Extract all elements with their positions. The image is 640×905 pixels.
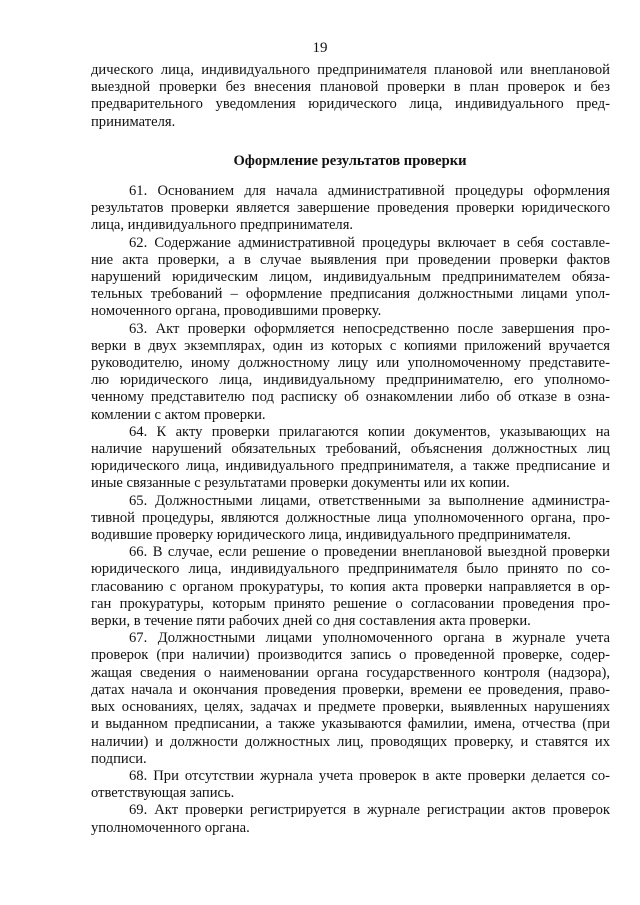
text-line: ган прокуратуры, которым принято решение о согласовании проведения про- [91, 595, 610, 612]
text-line: юридического лица, индивидуального предпринимателя, а также предписание и [91, 458, 610, 475]
page-number: 19 [312, 40, 328, 56]
text-line: 61. Основанием для начала административной процедуры оформления [129, 183, 610, 199]
text-line: дического лица, индивидуального предпринимателя плановой или внеплановой [91, 62, 610, 78]
text-line: наличие нарушений обязательных требований, объяснения должностных лиц [91, 441, 610, 458]
text-line: 64. К акту проверки прилагаются копии документов, указывающих на [129, 423, 610, 440]
text-line: 63. Акт проверки оформляется непосредственно после завершения про- [129, 320, 610, 337]
text-line: 67. Должностными лицами уполномоченного органа в журнале учета [129, 630, 610, 647]
paragraph [91, 544, 610, 630]
text-line: иные связанные с результатами проверки документы или их копии. [91, 475, 510, 492]
text-line: комлении с актом проверки. [91, 406, 266, 423]
paragraph [91, 424, 610, 493]
section-heading: Оформление результатов проверки [233, 153, 467, 169]
text-line: номоченного органа, проводившими проверку. [91, 303, 382, 320]
paragraph [91, 802, 610, 836]
text-line: ченному представителю под расписку об ознакомлении либо об отказе в озна- [91, 389, 610, 406]
text-line: ние акта проверки, а в случае выявления при проведении проверки фактов [91, 251, 610, 268]
text-line: гласованию с органом прокуратуры, то копия акта проверки направляется в ор- [91, 578, 610, 595]
text-line: датах начала и окончания проведения проверки, времени ее проведения, право- [91, 681, 610, 698]
text-line: подписи. [91, 750, 147, 767]
text-line: лица, индивидуального предпринимателя. [91, 217, 354, 234]
text-line: уполномоченного органа. [91, 819, 250, 836]
text-line: 66. В случае, если решение о проведении внеплановой выездной проверки [129, 544, 610, 561]
text-line: верки в двух экземплярах, один из которых с копиями приложений вручается [91, 337, 610, 354]
text-line: результатов проверки является завершение проведения проверки юридического [91, 200, 610, 217]
text-line: тельных требований – оформление предписания должностными лицами упол- [91, 286, 610, 303]
text-line: предварительного уведомления юридического лица, индивидуального пред- [91, 96, 610, 113]
text-line: жащая сведения о наименовании органа государственного контроля (надзора), [91, 664, 610, 681]
text-line: проверок (при наличии) производится запись о проведенной проверке, содер- [91, 647, 610, 664]
intro-paragraph [91, 62, 610, 131]
section-body [91, 183, 610, 837]
text-line: нарушений юридическим лицом, индивидуальным предпринимателем обяза- [91, 269, 610, 286]
text-line: принимателя. [91, 113, 176, 130]
text-line: 65. Должностными лицами, ответственными за выполнение администра- [129, 492, 610, 509]
text-line: водившие проверку юридического лица, индивидуального предпринимателя. [91, 527, 571, 544]
paragraph [91, 630, 610, 768]
text-line: руководителю, иному должностному лицу или уполномоченному представите- [91, 355, 610, 372]
text-line: верки, в течение пяти рабочих дней со дня составления акта проверки. [91, 613, 531, 630]
paragraph [91, 235, 610, 321]
paragraph [91, 183, 610, 235]
text-line: ответствующая запись. [91, 785, 235, 802]
text-line: лю юридического лица, индивидуальному предпринимателю, его уполномо- [91, 372, 610, 389]
text-line: 69. Акт проверки регистрируется в журнале регистрации актов проверок [129, 802, 610, 819]
text-line: 68. При отсутствии журнала учета проверок в акте проверки делается со- [129, 767, 610, 784]
text-line: вых основаниях, целях, задачах и предмете проверки, выявленных нарушениях [91, 699, 610, 716]
paragraph [91, 493, 610, 545]
paragraph [91, 768, 610, 802]
text-line: и выданном предписании, а также указываются фамилии, имена, отчества (при [91, 716, 610, 733]
text-line: тивной процедуры, являются должностные лица уполномоченного органа, про- [91, 509, 610, 526]
paragraph [91, 321, 610, 424]
text-line: 62. Содержание административной процедуры включает в себя составле- [129, 234, 610, 251]
text-line: юридического лица, индивидуального предпринимателя было принято по со- [91, 561, 610, 578]
text-line: выездной проверки без внесения плановой проверки в план проверок и без [91, 79, 610, 96]
text-line: наличии) и должности должностных лиц, проводящих проверку, и ставятся их [91, 733, 610, 750]
